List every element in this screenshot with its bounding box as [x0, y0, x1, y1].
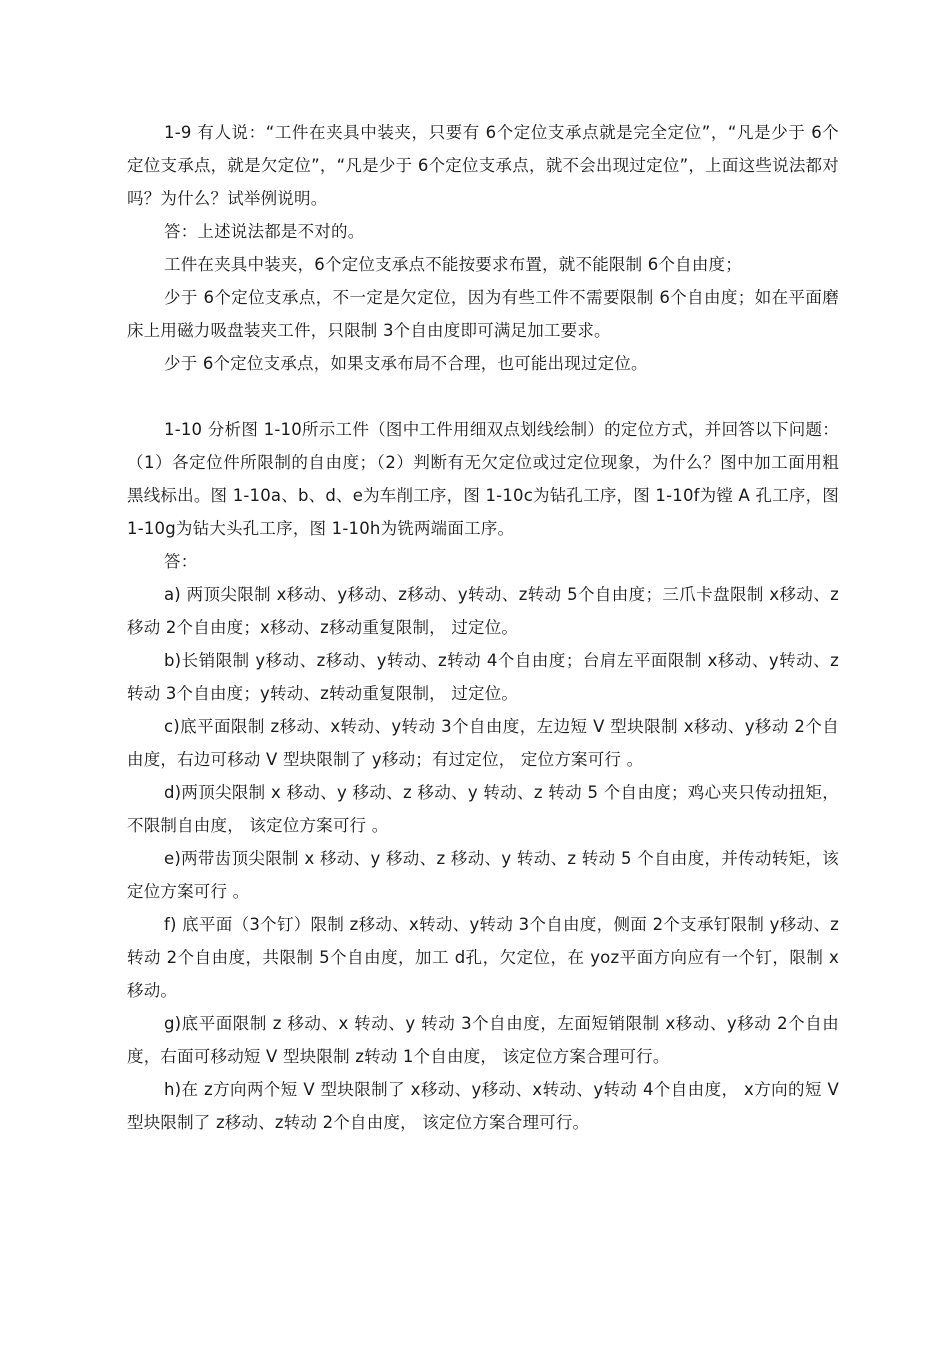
answer-1-9-intro: 答：上述说法都是不对的。	[164, 222, 365, 241]
answer-1-10-e: e)两带齿顶尖限制 x 移动、y 移动、z 移动、y 转动、z 转动 5 个自由度，并传动转矩，该定位方案可行 。	[127, 849, 839, 901]
answer-1-9-point-3: 少于 6个定位支承点，如果支承布局不合理，也可能出现过定位。	[164, 354, 648, 373]
answer-1-10-d: d)两顶尖限制 x 移动、y 移动、z 移动、y 转动、z 转动 5 个自由度；鸡心夹只传动扭矩，不限制自由度， 该定位方案可行 。	[127, 783, 839, 835]
answer-1-10-b: b)长销限制 y移动、z移动、y转动、z转动 4个自由度；台肩左平面限制 x移动、y转动、z转动 3个自由度；y转动、z转动重复限制， 过定位。	[127, 651, 839, 703]
answer-1-9-point-1: 工件在夹具中装夹，6个定位支承点不能按要求布置，就不能限制 6个自由度；	[164, 255, 742, 274]
answer-1-10-a: a) 两顶尖限制 x移动、y移动、z移动、y转动、z转动 5个自由度；三爪卡盘限制 x移动、z移动 2个自由度；x移动、z移动重复限制， 过定位。	[127, 585, 839, 637]
answer-1-10-g: g)底平面限制 z 移动、x 转动、y 转动 3个自由度，左面短销限制 x移动、y移动 2个自由度，右面可移动短 V 型块限制 z转动 1个自由度， 该定位方案合理可行。	[127, 1014, 839, 1066]
answer-1-10-c: c)底平面限制 z移动、x转动、y转动 3个自由度，左边短 V 型块限制 x移动、y移动 2个自由度，右边可移动 V 型块限制了 y移动；有过定位， 定位方案可行 。	[127, 717, 839, 769]
question-1-9: 1-9 有人说：“工件在夹具中装夹，只要有 6个定位支承点就是完全定位”，“凡是少于 6个定位支承点，就是欠定位”，“凡是少于 6个定位支承点，就不会出现过定位”，上面这些说法都对吗？为什么？试举例说明。	[127, 123, 839, 208]
answer-1-10-f: f) 底平面（3个钉）限制 z移动、x转动、y转动 3个自由度，侧面 2个支承钉限制 y移动、z转动 2个自由度，共限制 5个自由度，加工 d孔，欠定位，在 yoz平面方向应有一个钉，限制 x移动。	[127, 915, 839, 1000]
question-1-10: 1-10 分析图 1-10所示工件（图中工件用细双点划线绘制）的定位方式，并回答以下问题：（1）各定位件所限制的自由度；（2）判断有无欠定位或过定位现象，为什么？图中加工面用粗黑线标出。图 1-10a、b、d、e为车削工序，图 1-10c为钻孔工序，图 1-10f为镗 A 孔工序，图 1-10g为钻大头孔工序，图 1-10h为铣两端面工序。	[127, 420, 839, 538]
answer-1-10-label: 答：	[164, 552, 198, 571]
answer-1-9-point-2: 少于 6个定位支承点，不一定是欠定位，因为有些工件不需要限制 6个自由度；如在平面磨床上用磁力吸盘装夹工件，只限制 3个自由度即可满足加工要求。	[127, 288, 839, 340]
answer-1-10-h: h)在 z方向两个短 V 型块限制了 x移动、y移动、x转动、y转动 4个自由度， x方向的短 V 型块限制了 z移动、z转动 2个自由度， 该定位方案合理可行。	[127, 1080, 839, 1132]
